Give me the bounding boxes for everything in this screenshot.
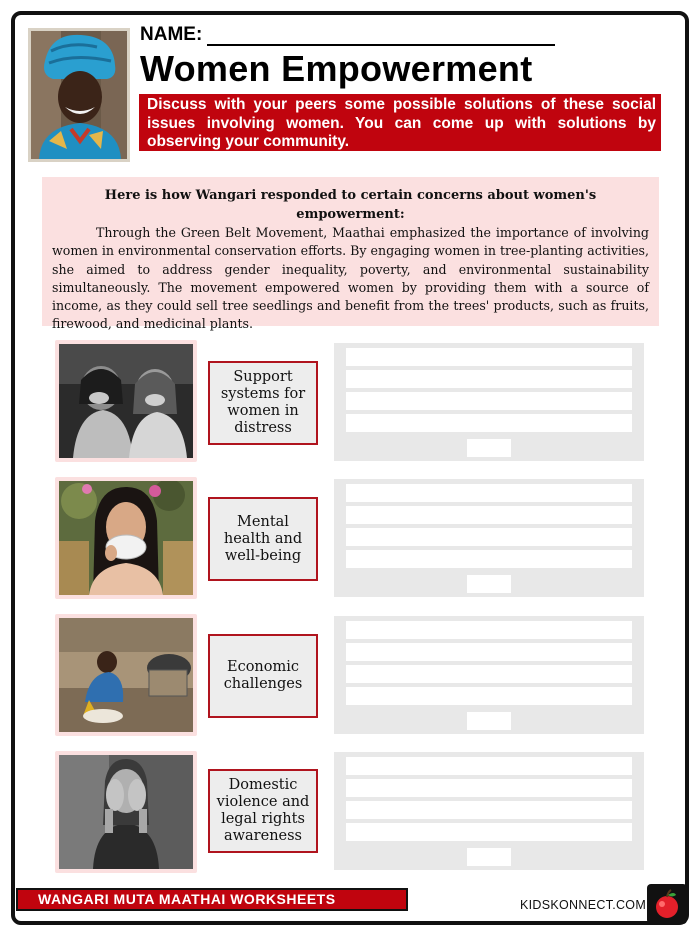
answer-line[interactable] (346, 801, 632, 819)
answer-line[interactable] (346, 779, 632, 797)
issue-label: Domestic violence and legal rights awareness (208, 769, 318, 853)
info-paragraph: Through the Green Belt Movement, Maathai emphasized the importance of involving women in environmental conservation efforts. By engaging women in tree-planting activities, she aimed to address gender inequality, poverty, and environmental sustainability simultaneously. The movement empowered women by providing them with a source of income, as they could sell tree seedlings and benefit from the trees' products, such as fruits, firewood, and medicinal plants. (52, 225, 649, 332)
portrait-photo (28, 28, 130, 162)
footer-band: WANGARI MUTA MAATHAI WORKSHEETS (16, 888, 408, 911)
answer-box[interactable] (334, 479, 644, 597)
answer-line[interactable] (346, 665, 632, 683)
answer-line[interactable] (346, 484, 632, 502)
answer-line[interactable] (346, 687, 632, 705)
photo-girls-laughing (55, 340, 197, 462)
answer-box[interactable] (334, 752, 644, 870)
answer-line[interactable] (346, 414, 632, 432)
answer-line[interactable] (346, 348, 632, 366)
issue-label: Support systems for women in distress (208, 361, 318, 445)
answer-tab (467, 848, 511, 866)
answer-tab (467, 712, 511, 730)
info-panel (42, 177, 659, 332)
apple-logo-icon (647, 884, 687, 924)
answer-line[interactable] (346, 392, 632, 410)
answer-tab (467, 439, 511, 457)
answer-box[interactable] (334, 616, 644, 734)
photo-child-working (55, 614, 197, 736)
issue-label: Economic challenges (208, 634, 318, 718)
name-input-line[interactable] (207, 44, 555, 46)
answer-line[interactable] (346, 757, 632, 775)
issue-label: Mental health and well-being (208, 497, 318, 581)
footer-site: KIDSKONNECT.COM (520, 898, 647, 912)
worksheet-title: Women Empowerment (140, 48, 533, 89)
name-label: NAME: (140, 24, 203, 45)
answer-line[interactable] (346, 621, 632, 639)
answer-line[interactable] (346, 643, 632, 661)
answer-line[interactable] (346, 823, 632, 841)
answer-line[interactable] (346, 550, 632, 568)
photo-woman-with-mask (55, 477, 197, 599)
answer-line[interactable] (346, 506, 632, 524)
info-heading: Here is how Wangari responded to certain concerns about women's empowerment: (104, 188, 597, 222)
answer-box[interactable] (334, 343, 644, 461)
instruction-banner: Discuss with your peers some possible solutions of these social issues involving women. You can come up with solutions by observing your community. (139, 94, 661, 151)
photo-woman-covering-face (55, 751, 197, 873)
answer-line[interactable] (346, 370, 632, 388)
answer-line[interactable] (346, 528, 632, 546)
answer-tab (467, 575, 511, 593)
